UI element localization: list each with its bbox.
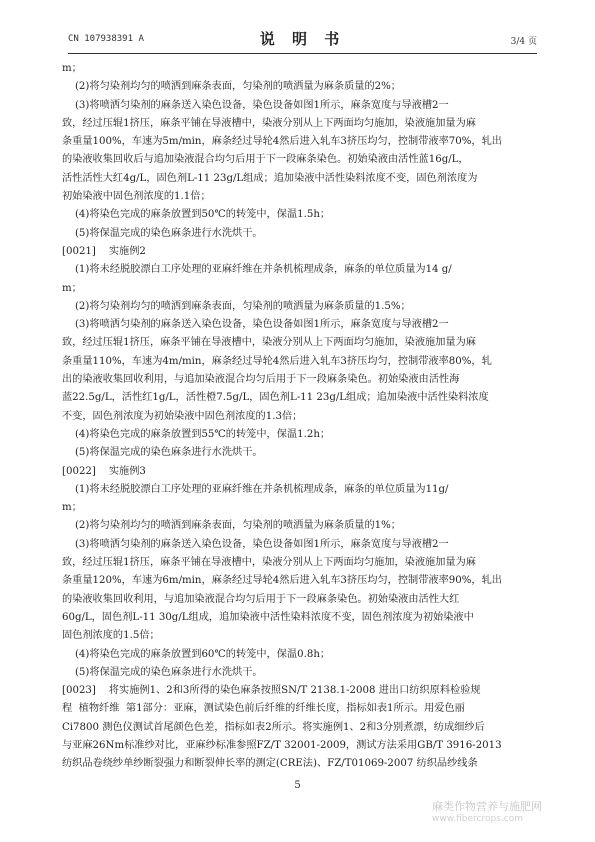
text-line: (3)将喷洒匀染剂的麻条送入染色设备，染色设备如图1所示，麻条宽度与导液槽2一	[62, 99, 449, 111]
text-line: 的染液收集回收利用，与追加染液混合均匀后用于下一段麻条染色。初始染液由活性大红	[62, 593, 460, 605]
text-line: (5)将保温完成的染色麻条进行水洗烘干。	[62, 666, 263, 678]
text-line: m；	[62, 502, 82, 514]
text-line: (2)将匀染剂均匀的喷洒到麻条表面，匀染剂的喷洒量为麻条质量的1%；	[62, 520, 401, 532]
text-line: m；	[62, 282, 82, 294]
document-body	[62, 60, 538, 774]
watermark	[432, 798, 582, 824]
text-line: (5)将保温完成的染色麻条进行水洗烘干。	[62, 227, 263, 239]
text-line: 致，经过压辊1挤压，麻条平铺在导液槽中，染液分别从上下两面均匀施加，染液施加量为麻	[62, 337, 476, 349]
text-line: 条重量120%，车速为6m/min，麻条经过导轮4然后进入轧车3挤压均匀，控制带液率90%，轧出	[62, 575, 502, 587]
text-line: 不变，固色剂浓度为初始染液中固色剂浓度的1.3倍；	[62, 410, 303, 422]
page-header	[68, 28, 537, 50]
text-line: 固色剂浓度的1.5倍；	[62, 630, 160, 642]
text-line: (1)将未经脱胶漂白工序处理的亚麻纤维在并条机梳理成条，麻条的单位质量为14 g/	[62, 264, 452, 276]
text-line: (2)将匀染剂均匀的喷洒到麻条表面，匀染剂的喷洒量为麻条质量的2%；	[62, 81, 401, 93]
watermark-url: www.fibercrops.com	[432, 814, 523, 824]
text-line: 出的染液收集回收利用，与追加染液混合均匀后用于下一段麻条染色。初始染液由活性海	[62, 374, 460, 386]
text-line: 的染液收集回收后与追加染液混合均匀后用于下一段麻条染色。初始染液由活性蓝16g/L，	[62, 154, 469, 166]
text-line: 蓝22.5g/L，活性红1g/L，活性橙7.5g/L，固色剂L-11 23g/L组成；追加染液中活性染料浓度	[62, 392, 489, 404]
text-line: 纺织品卷绕纱单纱断裂强力和断裂伸长率的测定(CRE法)、FZ/T01069-2007 纺织品纱线条	[62, 758, 478, 770]
text-line: (4)将染色完成的麻条放置到50℃的转笼中，保温1.5h；	[62, 209, 331, 221]
text-line: (5)将保温完成的染色麻条进行水洗烘干。	[62, 447, 263, 459]
text-line: 活性活性大红4g/L，固色剂L-11 23g/L组成；追加染液中活性染料浓度不变，固色剂浓度为	[62, 172, 478, 184]
text-line: (2)将匀染剂均匀的喷洒到麻条表面，匀染剂的喷洒量为麻条质量的1.5%；	[62, 300, 411, 312]
text-line: 60g/L，固色剂L-11 30g/L组成，追加染液中活性染料浓度不变，固色剂浓度为初始染液中	[62, 611, 474, 623]
page-number: 5	[294, 780, 301, 791]
text-line: (3)将喷洒匀染剂的麻条送入染色设备，染色设备如图1所示，麻条宽度与导液槽2一	[62, 319, 449, 331]
text-line: 初始染液中固色剂浓度的1.1倍；	[62, 191, 211, 203]
text-line: (4)将染色完成的麻条放置到55℃的转笼中，保温1.2h；	[62, 428, 331, 440]
text-line: 条重量100%，车速为5m/min，麻条经过导轮4然后进入轧车3挤压均匀，控制带液率70%，轧出	[62, 136, 502, 148]
text-line: [0022] 实施例3	[62, 465, 146, 477]
text-line: Ci7800 测色仪测试首尾颜色色差，指标如表2所示。将实施例1、2和3分别煮漂，纺成细纱后	[62, 721, 485, 733]
text-line: m；	[62, 63, 82, 74]
text-line: (4)将染色完成的麻条放置到60℃的转笼中，保温0.8h；	[62, 648, 331, 660]
text-line: 条重量110%，车速为4m/min，麻条经过导轮4然后进入轧车3挤压均匀，控制带液率80%，轧	[62, 355, 492, 367]
document-title: 说 明 书	[259, 30, 346, 48]
text-line: (1)将未经脱胶漂白工序处理的亚麻纤维在并条机梳理成条，麻条的单位质量为11g/	[62, 483, 449, 495]
watermark-text: 麻类作物营养与施肥网	[432, 800, 542, 813]
text-line: 致，经过压辊1挤压，麻条平铺在导液槽中，染液分别从上下两面均匀施加，染液施加量为麻	[62, 117, 476, 129]
text-line: 与亚麻26Nm标准纱对比，亚麻纱标准参照FZ/T 32001-2009，测试方法采用GB/T 3916-2013	[62, 739, 502, 751]
text-line: 致，经过压辊1挤压，麻条平铺在导液槽中，染液分别从上下两面均匀施加，染液施加量为麻	[62, 557, 476, 569]
patent-number: CN 107938391 A	[68, 34, 144, 44]
header-divider	[68, 53, 537, 54]
text-line: [0021] 实施例2	[62, 245, 146, 257]
text-line: [0023] 将实施例1、2和3所得的染色麻条按照SN/T 2138.1-2008 进出口纺织原料检验规	[62, 685, 481, 697]
text-line: (3)将喷洒匀染剂的麻条送入染色设备，染色设备如图1所示，麻条宽度与导液槽2一	[62, 538, 449, 550]
page-indicator: 3/4 页	[510, 37, 537, 47]
text-line: 程 植物纤维 第1部分：亚麻，测试染色前后纤维的纤维长度，指标如表1所示。用爱色丽	[62, 703, 465, 715]
